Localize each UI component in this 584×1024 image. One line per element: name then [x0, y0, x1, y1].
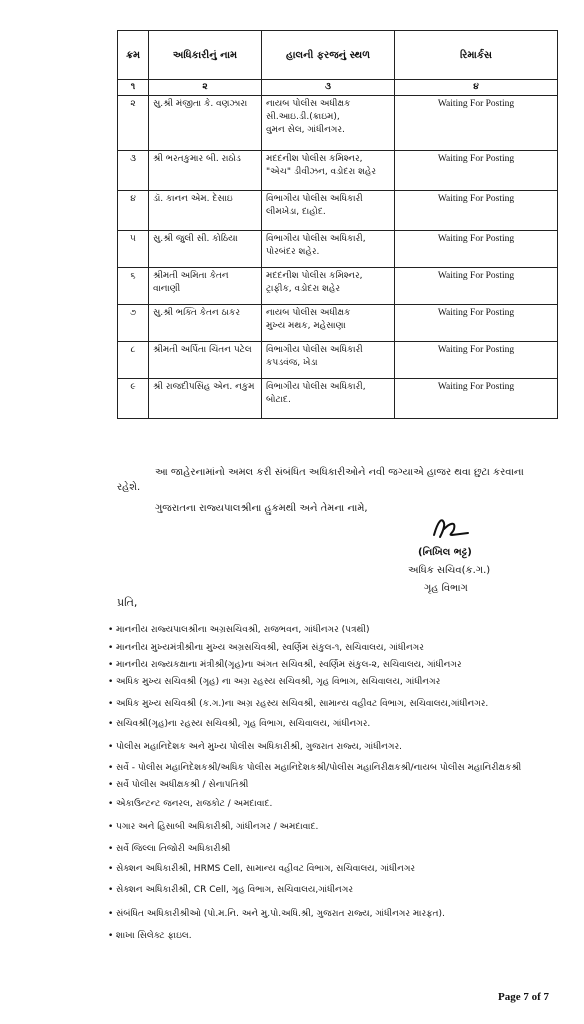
distribution-item: [108, 624, 370, 636]
distribution-item: [108, 741, 402, 753]
distribution-text: માનનીય રાજ્યકક્ષાના મંત્રીશ્રી(ગૃહ)ના અંગત સચિવશ્રી, સ્વર્ણિમ સંકુલ-૨, સચિવાલય, ગાંધીનગર: [116, 660, 462, 670]
table-row: [118, 305, 558, 342]
bullet-icon: •: [108, 719, 114, 729]
column-number: ૧: [118, 80, 149, 96]
row-remark: Waiting For Posting: [395, 151, 558, 191]
distribution-text: પોલીસ મહાનિદેશક અને મુખ્ય પોલીસ અધિકારીશ્રી, ગુજરાત રાજ્ય, ગાંધીનગર.: [116, 742, 402, 752]
distribution-text: સર્વે જિલ્લા તિજોરી અધિકારીશ્રી: [116, 844, 231, 854]
posting-line: મુખ્ય મથક, મહેસાણા: [266, 321, 346, 331]
distribution-text: અધિક મુખ્ય સચિવશ્રી (ક.ગ.)ના અગ્ર રહસ્ય સચિવશ્રી, સામાન્ય વહીવટ વિભાગ, સચિવાલય,ગાંધીનગર.: [116, 699, 489, 709]
distribution-item: [108, 659, 462, 671]
bullet-icon: •: [108, 780, 114, 790]
bullet-icon: •: [108, 643, 114, 653]
posting-line: "એચ" ડીવીઝન, વડોદરા શહેર: [266, 167, 377, 177]
row-officer-name: શ્રીમતી અમિતા કેતન વાનાણી: [149, 268, 262, 305]
row-officer-name: ડૉ. કાનન એમ. દેસાઇ: [149, 191, 262, 231]
row-posting: [262, 191, 395, 231]
row-posting: [262, 96, 395, 151]
row-officer-name: સુ.શ્રી જુલી સી. કોઠિયા: [149, 231, 262, 268]
row-posting: [262, 342, 395, 379]
row-officer-name: શ્રી ભરતકુમાર બી. રાઠોડ: [149, 151, 262, 191]
distribution-text: સર્વે પોલીસ અધીક્ષકશ્રી / સેનાપતિશ્રી: [116, 780, 249, 790]
row-serial: ૫: [118, 231, 149, 268]
distribution-item: [108, 698, 488, 710]
bullet-icon: •: [108, 799, 114, 809]
column-number: ૪: [395, 80, 558, 96]
row-serial: ૮: [118, 342, 149, 379]
column-number: ૨: [149, 80, 262, 96]
authority-line: ગુજરાતના રાજ્યપાલશ્રીના હુકમથી અને તેમના નામે,: [155, 503, 368, 514]
distribution-text: સેક્શન અધિકારીશ્રી, CR Cell, ગૃહ વિભાગ, સચિવાલય,ગાંધીનગર: [116, 885, 353, 895]
table-row: [118, 191, 558, 231]
bullet-icon: •: [108, 699, 114, 709]
table-row: [118, 342, 558, 379]
signatory-name: (નિખિલ ભટ્ટ): [418, 547, 472, 558]
distribution-item: [108, 642, 424, 654]
bullet-icon: •: [108, 931, 114, 941]
row-serial: ૯: [118, 379, 149, 419]
posting-line: વુમન સેલ, ગાંધીનગર.: [266, 125, 345, 135]
posting-table: [117, 30, 558, 419]
table-row: [118, 231, 558, 268]
row-officer-name: શ્રીમતી અર્પિતા ચિંતન પટેલ: [149, 342, 262, 379]
row-remark: Waiting For Posting: [395, 305, 558, 342]
distribution-item: [108, 930, 192, 942]
signature-block: [400, 513, 520, 605]
distribution-text: શાખા સિલેક્ટ ફાઇલ.: [116, 931, 192, 941]
posting-line: સી.આઇ.ડી.(ક્રાઇમ),: [266, 112, 340, 122]
header-serial: ક્રમ: [118, 31, 149, 80]
table-row: [118, 96, 558, 151]
row-posting: [262, 231, 395, 268]
distribution-item: [108, 798, 272, 810]
bullet-icon: •: [108, 660, 114, 670]
row-serial: ૭: [118, 305, 149, 342]
posting-line: વિભાગીય પોલીસ અધિકારી: [266, 345, 363, 355]
bullet-icon: •: [108, 763, 114, 773]
distribution-item: [108, 843, 230, 855]
distribution-text: માનનીય રાજ્યપાલશ્રીના અગ્રસચિવશ્રી, રાજભવન, ગાંધીનગર (પત્રથી): [116, 625, 370, 635]
instruction-line: આ જાહેરનામાંનો અમલ કરી સંબંધિત અધિકારીઓને નવી જગ્યાએ હાજર થવા છુટા કરવાના: [155, 467, 524, 478]
bullet-icon: •: [108, 885, 114, 895]
bullet-icon: •: [108, 822, 114, 832]
distribution-item: [108, 762, 521, 774]
posting-line: મદદનીશ પોલીસ કમિશ્નર,: [266, 154, 363, 164]
row-remark: Waiting For Posting: [395, 342, 558, 379]
prati-label: પ્રતિ,: [117, 596, 138, 609]
posting-line: બોટાદ.: [266, 395, 291, 405]
row-officer-name: સુ.શ્રી મંજીતા કે. વણઝારા: [149, 96, 262, 151]
distribution-item: [108, 676, 440, 688]
distribution-item: [108, 779, 248, 791]
distribution-item: [108, 821, 318, 833]
header-remarks: રિમાર્કસ: [395, 31, 558, 80]
row-posting: [262, 151, 395, 191]
table-row: [118, 268, 558, 305]
distribution-text: પગાર અને હિસાબી અધિકારીશ્રી, ગાંધીનગર / અમદાવાદ.: [116, 822, 319, 832]
row-officer-name: શ્રી રાજદીપસિંહ એન. નકુમ: [149, 379, 262, 419]
posting-line: વિભાગીય પોલીસ અધિકારી,: [266, 382, 366, 392]
posting-line: કપડવંજ, ખેડા: [266, 358, 318, 368]
column-number: ૩: [262, 80, 395, 96]
posting-line: મદદનીશ પોલીસ કમિશ્નર,: [266, 271, 363, 281]
row-remark: Waiting For Posting: [395, 268, 558, 305]
row-serial: ૩: [118, 151, 149, 191]
row-serial: ૬: [118, 268, 149, 305]
posting-line: ટ્રાફીક, વડોદરા શહેર: [266, 284, 341, 294]
table-header-row: [118, 31, 558, 80]
posting-line: નાયબ પોલીસ અધીક્ષક: [266, 99, 351, 109]
bullet-icon: •: [108, 625, 114, 635]
posting-line: પોરબંદર શહેર.: [266, 247, 320, 257]
posting-line: નાયબ પોલીસ અધીક્ષક: [266, 308, 351, 318]
distribution-text: એકાઉન્ટન્ટ જનરલ, રાજકોટ / અમદાવાદ.: [116, 799, 273, 809]
distribution-text: માનનીય મુખ્યમંત્રીશ્રીના મુખ્ય અગ્રસચિવશ્રી, સ્વર્ણિમ સંકુલ-૧, સચિવાલય, ગાંધીનગર: [116, 643, 424, 653]
row-remark: Waiting For Posting: [395, 191, 558, 231]
row-remark: Waiting For Posting: [395, 96, 558, 151]
row-posting: [262, 305, 395, 342]
row-posting: [262, 268, 395, 305]
distribution-item: [108, 863, 415, 875]
row-remark: Waiting For Posting: [395, 231, 558, 268]
signatory-department: ગૃહ વિભાગ: [424, 583, 468, 594]
instruction-paragraph: [155, 466, 575, 480]
signatory-designation: અધિક સચિવ(ક.ગ.): [408, 565, 491, 576]
posting-line: લીમખેડા, દાહોદ.: [266, 207, 326, 217]
header-current-posting: હાલની ફરજનું સ્થળ: [262, 31, 395, 80]
bullet-icon: •: [108, 677, 114, 687]
header-officer-name: અધિકારીનું નામ: [149, 31, 262, 80]
distribution-item: [108, 718, 370, 730]
row-posting: [262, 379, 395, 419]
handwritten-signature: [428, 513, 488, 543]
bullet-icon: •: [108, 909, 114, 919]
bullet-icon: •: [108, 864, 114, 874]
bullet-icon: •: [108, 844, 114, 854]
table-row: [118, 151, 558, 191]
row-serial: ૪: [118, 191, 149, 231]
table-row: [118, 379, 558, 419]
distribution-text: સંબંધિત અધિકારીશ્રીઓ (પો.મ.નિ. અને મુ.પો.અધિ.શ્રી, ગુજરાત રાજ્ય, ગાંધીનગર મારફત).: [116, 909, 445, 919]
distribution-text: સચિવશ્રી(ગૃહ)ના રહસ્ય સચિવશ્રી, ગૃહ વિભાગ, સચિવાલય, ગાંધીનગર.: [116, 719, 371, 729]
posting-line: વિભાગીય પોલીસ અધિકારી,: [266, 234, 366, 244]
posting-line: વિભાગીય પોલીસ અધિકારી: [266, 194, 363, 204]
row-serial: ૨: [118, 96, 149, 151]
row-remark: Waiting For Posting: [395, 379, 558, 419]
bullet-icon: •: [108, 742, 114, 752]
distribution-item: [108, 908, 445, 920]
distribution-text: સેક્શન અધિકારીશ્રી, HRMS Cell, સામાન્ય વહીવટ વિભાગ, સચિવાલય, ગાંધીનગર: [116, 864, 416, 874]
page-number: Page 7 of 7: [497, 991, 549, 1003]
distribution-text: અધિક મુખ્ય સચિવશ્રી (ગૃહ) ના અગ્ર રહસ્ય સચિવશ્રી, ગૃહ વિભાગ, સચિવાલય, ગાંધીનગર: [116, 677, 441, 687]
row-officer-name: સુ.શ્રી ભક્તિ કેતન ઠાકર: [149, 305, 262, 342]
distribution-text: સર્વે - પોલીસ મહાનિદેશકશ્રી/અધિક પોલીસ મહાનિદેશકશ્રી/પોલીસ મહાનિરીક્ષકશ્રી/નાયબ પોલીસ મહાનિરીક્ષકશ્રી: [116, 763, 522, 773]
instruction-paragraph-end: રહેશે.: [117, 482, 141, 493]
column-number-row: [118, 80, 558, 96]
distribution-item: [108, 884, 353, 896]
